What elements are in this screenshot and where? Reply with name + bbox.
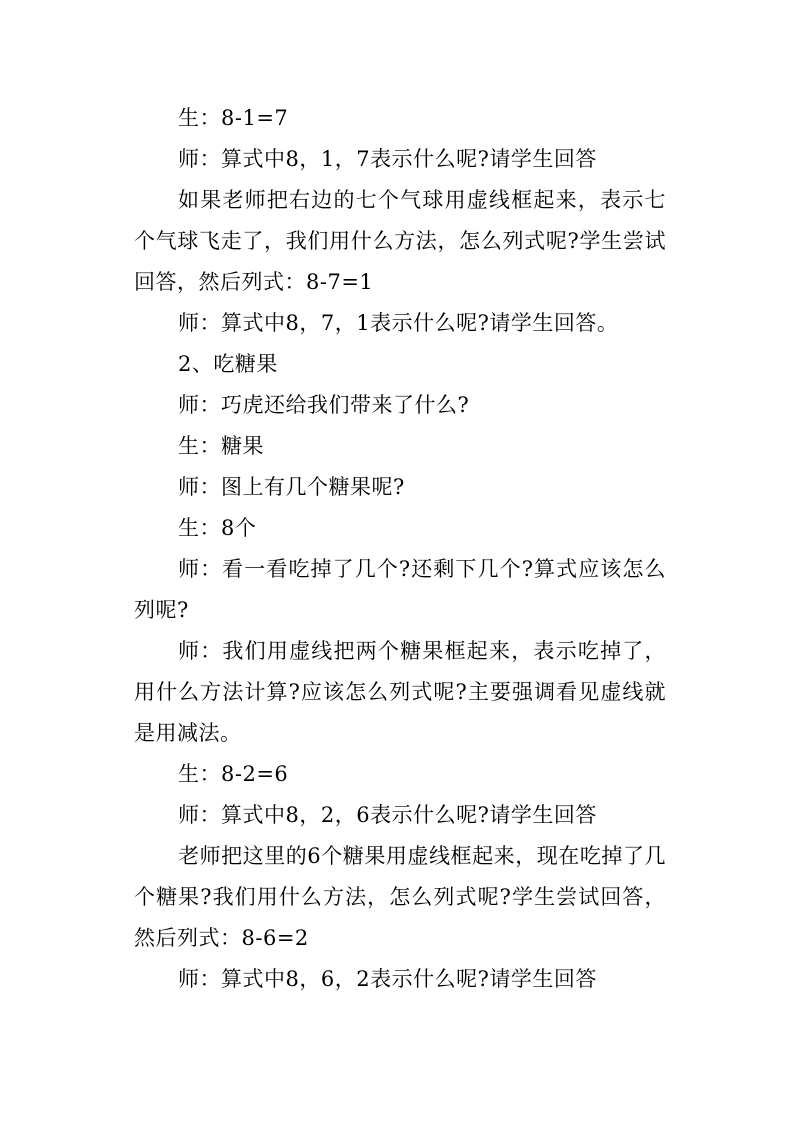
paragraph-teacher-question-5: 师：看一看吃掉了几个?还剩下几个?算式应该怎么列呢? (134, 557, 666, 622)
paragraph-student-answer-4: 生：8-2=6 (178, 762, 289, 786)
paragraph-teacher-explanation: 师：我们用虚线把两个糖果框起来，表示吃掉了，用什么方法计算?应该怎么列式呢?主要强调看见虚线就是用减法。 (134, 639, 666, 745)
section-heading-eat-candy: 2、吃糖果 (178, 352, 278, 376)
paragraph-student-answer-1: 生：8-1=7 (178, 106, 289, 130)
paragraph-teacher-question-6: 师：算式中8，2，6表示什么呢?请学生回答 (178, 803, 597, 827)
paragraph-teacher-question-7: 师：算式中8，6，2表示什么呢?请学生回答 (178, 967, 597, 991)
paragraph-balloon-explanation: 如果老师把右边的七个气球用虚线框起来，表示七个气球飞走了，我们用什么方法，怎么列式呢?学生尝试回答，然后列式：8-7=1 (134, 188, 666, 294)
paragraph-teacher-question-1: 师：算式中8，1，7表示什么呢?请学生回答 (178, 147, 597, 171)
paragraph-student-answer-2: 生：糖果 (178, 434, 264, 458)
paragraph-teacher-question-2: 师：算式中8，7，1表示什么呢?请学生回答。 (178, 311, 619, 335)
paragraph-teacher-question-3: 师：巧虎还给我们带来了什么? (178, 393, 470, 417)
paragraph-teacher-question-4: 师：图上有几个糖果呢? (178, 475, 405, 499)
paragraph-student-answer-3: 生：8个 (178, 516, 257, 540)
paragraph-candy-explanation: 老师把这里的6个糖果用虚线框起来，现在吃掉了几个糖果?我们用什么方法，怎么列式呢?学生尝试回答，然后列式：8-6=2 (134, 844, 666, 950)
document-body (134, 98, 666, 1000)
